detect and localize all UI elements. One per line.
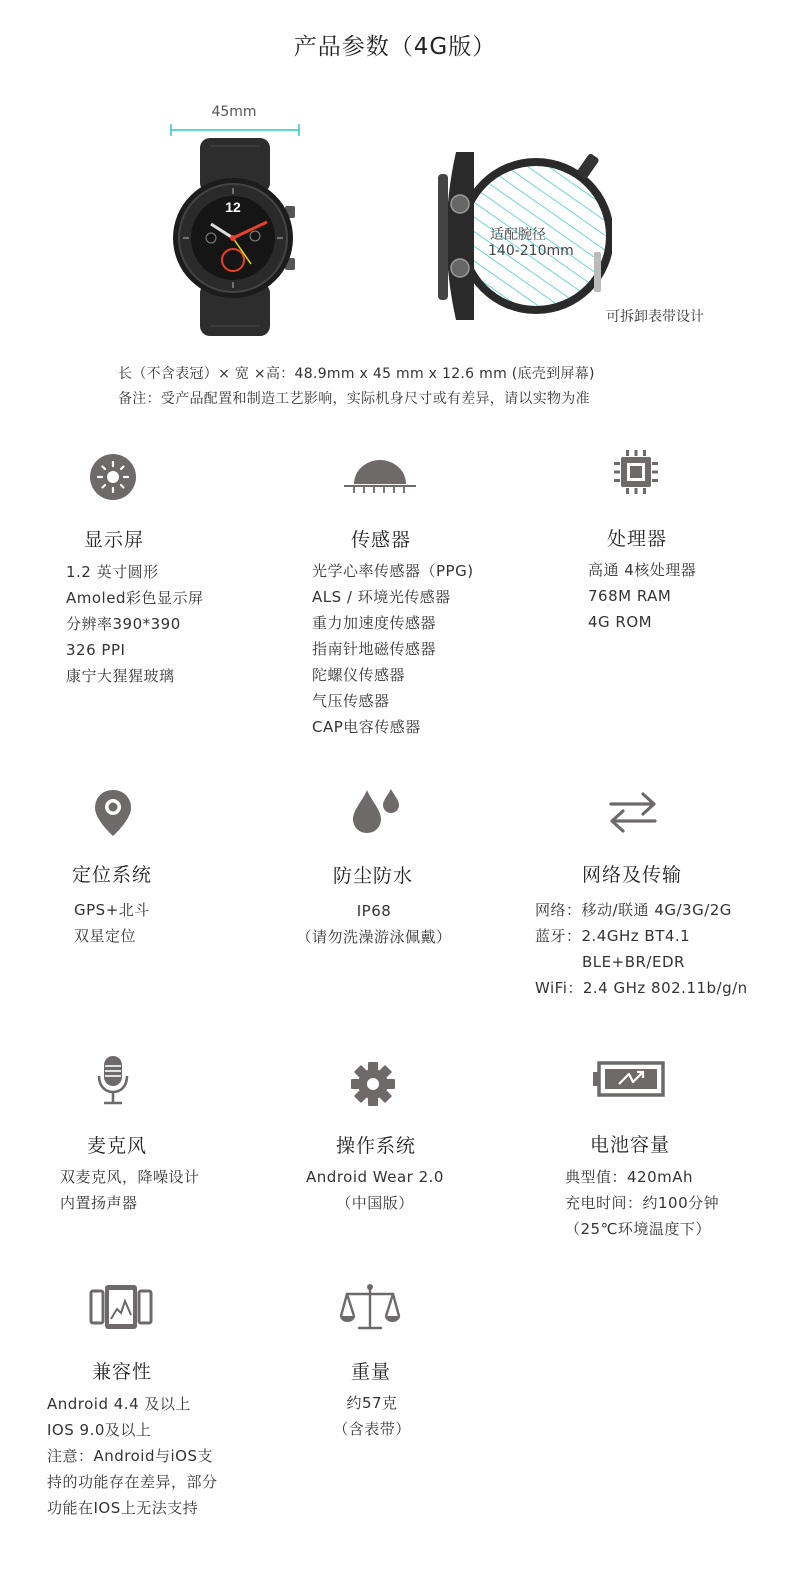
width-dimension-label: 45mm bbox=[211, 104, 257, 120]
battery-icon bbox=[591, 1060, 667, 1098]
spec-line: 4G ROM bbox=[588, 613, 653, 631]
spec-line: 高通 4核处理器 bbox=[588, 561, 697, 579]
devices-icon bbox=[89, 1283, 153, 1331]
spec-title-os: 操作系统 bbox=[335, 1135, 416, 1157]
spec-line: 康宁大猩猩玻璃 bbox=[66, 667, 175, 685]
spec-line: BLE+BR/EDR bbox=[582, 953, 685, 971]
spec-title-waterproof: 防尘防水 bbox=[332, 865, 413, 887]
dimensions-note: 备注：受产品配置和制造工艺影响，实际机身尺寸或有差异，请以实物为准 bbox=[118, 391, 590, 407]
spec-body-network bbox=[535, 897, 748, 1001]
spec-line: IOS 9.0及以上 bbox=[47, 1421, 152, 1439]
spec-body-waterproof bbox=[274, 898, 474, 950]
watch-front-image bbox=[165, 138, 305, 336]
spec-title-weight: 重量 bbox=[350, 1361, 391, 1383]
spec-line: GPS+北斗 bbox=[74, 901, 150, 919]
chip-icon bbox=[612, 448, 660, 496]
spec-body-sensors bbox=[312, 558, 474, 740]
spec-line: 充电时间：约100分钟 bbox=[565, 1194, 720, 1212]
spec-line: 网络：移动/联通 4G/3G/2G bbox=[535, 901, 732, 919]
spec-line: 内置扬声器 bbox=[60, 1194, 138, 1212]
spec-line: （请勿洗澡游泳佩戴） bbox=[296, 928, 452, 946]
water-drops-icon bbox=[350, 786, 402, 836]
spec-title-network: 网络及传输 bbox=[581, 864, 682, 886]
spec-line: Amoled彩色显示屏 bbox=[66, 589, 204, 607]
watch-face-number: 12 bbox=[225, 199, 241, 215]
spec-title-sensors: 传感器 bbox=[350, 529, 411, 551]
width-dimension-line bbox=[168, 122, 302, 138]
location-pin-icon bbox=[93, 788, 133, 838]
spec-line: （中国版） bbox=[336, 1194, 414, 1212]
spec-line: CAP电容传感器 bbox=[312, 718, 421, 736]
spec-line: 326 PPI bbox=[66, 641, 126, 659]
spec-line: 功能在IOS上无法支持 bbox=[47, 1499, 199, 1517]
spec-body-microphone bbox=[60, 1164, 200, 1216]
spec-title-location: 定位系统 bbox=[71, 864, 152, 886]
spec-line: 双麦克风，降噪设计 bbox=[60, 1168, 200, 1186]
spec-line: IP68 bbox=[356, 902, 392, 920]
spec-line: 分辨率390*390 bbox=[66, 615, 181, 633]
spec-line: 气压传感器 bbox=[312, 692, 390, 710]
wrist-size-label-2: 140-210mm bbox=[488, 243, 574, 259]
spec-body-battery bbox=[565, 1164, 719, 1242]
spec-title-compat: 兼容性 bbox=[91, 1361, 152, 1383]
spec-body-os bbox=[275, 1164, 475, 1216]
spec-line: ALS / 环境光传感器 bbox=[312, 588, 451, 606]
sensor-dome-icon bbox=[342, 458, 418, 496]
spec-title-processor: 处理器 bbox=[606, 528, 667, 550]
detachable-strap-label: 可拆卸表带设计 bbox=[606, 309, 704, 325]
spec-line: 持的功能存在差异，部分 bbox=[47, 1473, 218, 1491]
spec-line: 约57克 bbox=[346, 1394, 398, 1412]
spec-line: 光学心率传感器（PPG) bbox=[312, 562, 474, 580]
spec-line: 768M RAM bbox=[588, 587, 672, 605]
spec-line: 1.2 英寸圆形 bbox=[66, 563, 159, 581]
transfer-arrows-icon bbox=[607, 790, 659, 834]
spec-title-display: 显示屏 bbox=[83, 529, 144, 551]
spec-line: WiFi：2.4 GHz 802.11b/g/n bbox=[535, 979, 748, 997]
spec-title-battery: 电池容量 bbox=[589, 1134, 670, 1156]
spec-line: （含表带） bbox=[333, 1420, 411, 1438]
spec-body-processor bbox=[588, 557, 696, 635]
gear-icon bbox=[350, 1061, 396, 1107]
spec-line: 双星定位 bbox=[74, 927, 137, 945]
spec-line: （25℃环境温度下） bbox=[565, 1220, 711, 1238]
sun-icon bbox=[89, 453, 137, 501]
spec-title-microphone: 麦克风 bbox=[86, 1135, 147, 1157]
spec-line: 指南针地磁传感器 bbox=[312, 640, 437, 658]
spec-line: 蓝牙：2.4GHz BT4.1 bbox=[535, 927, 691, 945]
spec-line: 陀螺仪传感器 bbox=[312, 666, 406, 684]
spec-line: Android 4.4 及以上 bbox=[47, 1395, 191, 1413]
spec-line: Android Wear 2.0 bbox=[306, 1168, 444, 1186]
scale-icon bbox=[339, 1282, 401, 1332]
spec-line: 注意：Android与iOS支 bbox=[47, 1447, 213, 1465]
spec-body-weight bbox=[272, 1390, 472, 1442]
spec-body-display bbox=[66, 559, 203, 689]
microphone-icon bbox=[96, 1054, 130, 1106]
spec-line: 重力加速度传感器 bbox=[312, 614, 437, 632]
dimensions-text: 长（不含表冠）× 宽 ×高：48.9mm x 45 mm x 12.6 mm (底壳到屏幕) bbox=[118, 366, 595, 382]
wrist-size-label-1: 适配腕径 bbox=[490, 227, 546, 243]
spec-body-compat bbox=[47, 1391, 218, 1521]
page-title: 产品参数（4G版） bbox=[293, 34, 497, 60]
spec-body-location bbox=[74, 897, 150, 949]
spec-line: 典型值：420mAh bbox=[565, 1168, 694, 1186]
